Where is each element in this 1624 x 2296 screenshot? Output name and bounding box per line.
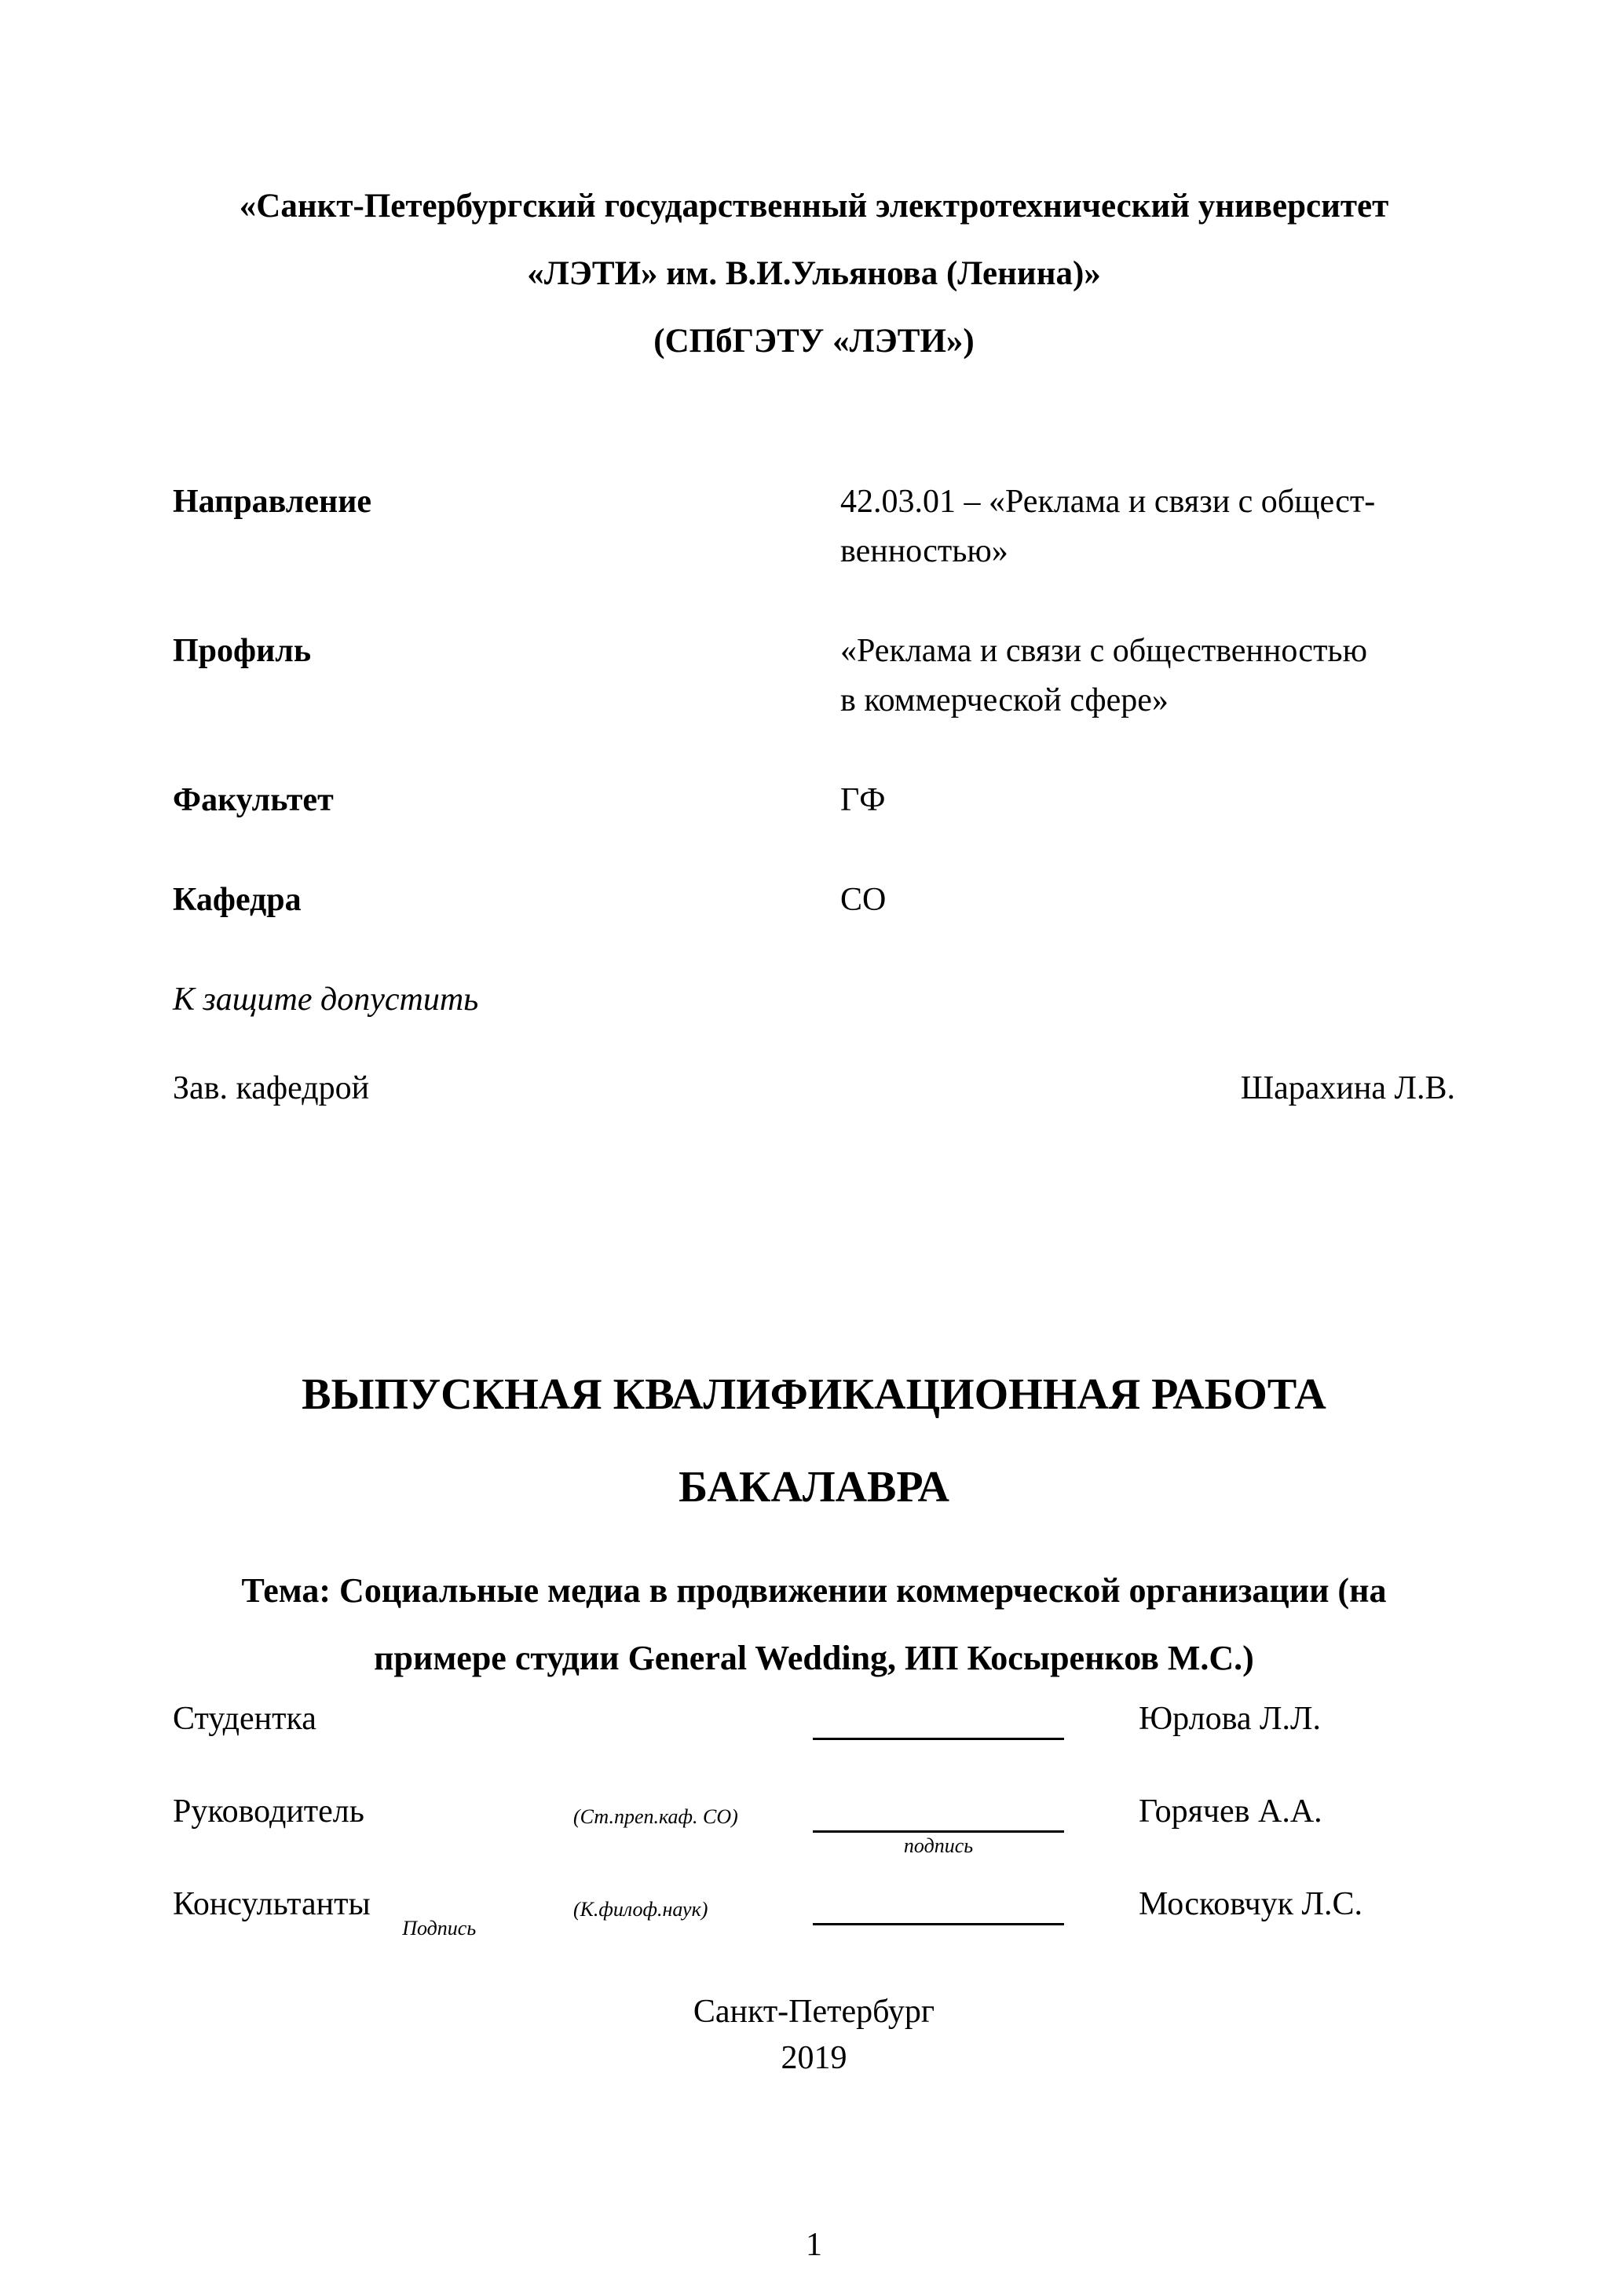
head-of-department-row <box>173 1064 1455 1113</box>
page-number: 1 <box>806 2227 822 2264</box>
field-value-direction-line2: венностью» <box>840 533 1008 569</box>
signature-block-consultants <box>809 1885 1068 1925</box>
field-row-profile <box>173 627 1455 726</box>
signature-line-consultants <box>813 1885 1064 1925</box>
university-header-line2: «ЛЭТИ» им. В.И.Ульянова (Ленина)» <box>527 255 1101 292</box>
signatory-role-student <box>173 1700 573 1738</box>
head-of-department-label: Зав. кафедрой <box>173 1070 370 1106</box>
signature-caption-supervisor: подпись <box>903 1834 974 1857</box>
field-label-profile: Профиль <box>173 633 312 669</box>
signatory-role-consultants <box>173 1885 573 1940</box>
field-value-department-line1: СО <box>840 882 887 918</box>
signature-line-supervisor <box>813 1793 1064 1833</box>
signatory-degree-supervisor: (Ст.преп.каф. СО) <box>573 1804 738 1828</box>
signature-row-student <box>173 1700 1455 1757</box>
university-header-line3: (СПбГЭТУ «ЛЭТИ») <box>653 323 975 360</box>
thesis-title <box>173 1349 1455 1534</box>
signature-row-supervisor <box>173 1793 1455 1857</box>
signatory-role-consultants-label: Консультанты <box>173 1885 371 1922</box>
thesis-title-line2: БАКАЛАВРА <box>678 1462 949 1512</box>
field-value-profile-line1: «Реклама и связи с общественностью <box>840 633 1367 669</box>
signature-block-supervisor <box>809 1793 1068 1858</box>
signatory-role-consultants-note: Подпись <box>402 1916 477 1940</box>
signature-block-student <box>809 1700 1068 1740</box>
thesis-topic <box>173 1557 1455 1692</box>
field-row-direction <box>173 477 1455 576</box>
university-header <box>173 173 1455 375</box>
footer-year: 2019 <box>781 2039 847 2076</box>
signatory-role-supervisor <box>173 1793 573 1830</box>
field-value-faculty-line1: ГФ <box>840 782 886 818</box>
field-value-direction <box>840 477 1455 576</box>
field-value-department <box>840 876 1455 925</box>
field-label-direction: Направление <box>173 484 372 520</box>
signatory-role-supervisor-label: Руководитель <box>173 1793 364 1830</box>
thesis-topic-line1: Тема: Социальные медиа в продвижении коммерческой организации (на <box>241 1571 1387 1610</box>
field-label-department: Кафедра <box>173 882 302 918</box>
signatory-name-supervisor: Горячев А.А. <box>1139 1793 1322 1830</box>
head-of-department-name: Шарахина Л.В. <box>1240 1070 1455 1106</box>
admission-phrase: К защите допустить <box>173 982 479 1018</box>
signature-line-student <box>813 1700 1064 1740</box>
footer-city-year <box>173 1989 1455 2082</box>
footer-city: Санкт-Петербург <box>693 1993 935 2030</box>
field-value-faculty <box>840 776 1455 825</box>
signature-row-consultants <box>173 1885 1455 1942</box>
signatory-name-consultants: Московчук Л.С. <box>1139 1885 1363 1922</box>
field-value-profile <box>840 627 1455 726</box>
signatory-degree-consultants: (К.филоф.наук) <box>573 1897 708 1921</box>
signature-section <box>173 1700 1455 1942</box>
signatory-role-student-label: Студентка <box>173 1700 316 1737</box>
thesis-title-line1: ВЫПУСКНАЯ КВАЛИФИКАЦИОННАЯ РАБОТА <box>302 1370 1326 1419</box>
field-row-faculty <box>173 776 1455 825</box>
thesis-topic-line2: примере студии General Wedding, ИП Косыренков М.С.) <box>374 1638 1254 1677</box>
field-label-faculty: Факультет <box>173 782 334 818</box>
university-header-line1: «Санкт-Петербургский государственный электротехнический университет <box>239 188 1389 225</box>
field-row-department <box>173 876 1455 925</box>
field-value-profile-line2: в коммерческой сфере» <box>840 682 1169 718</box>
field-value-direction-line1: 42.03.01 – «Реклама и связи с общест- <box>840 484 1376 520</box>
program-fields <box>173 477 1455 925</box>
signatory-name-student: Юрлова Л.Л. <box>1139 1700 1321 1737</box>
